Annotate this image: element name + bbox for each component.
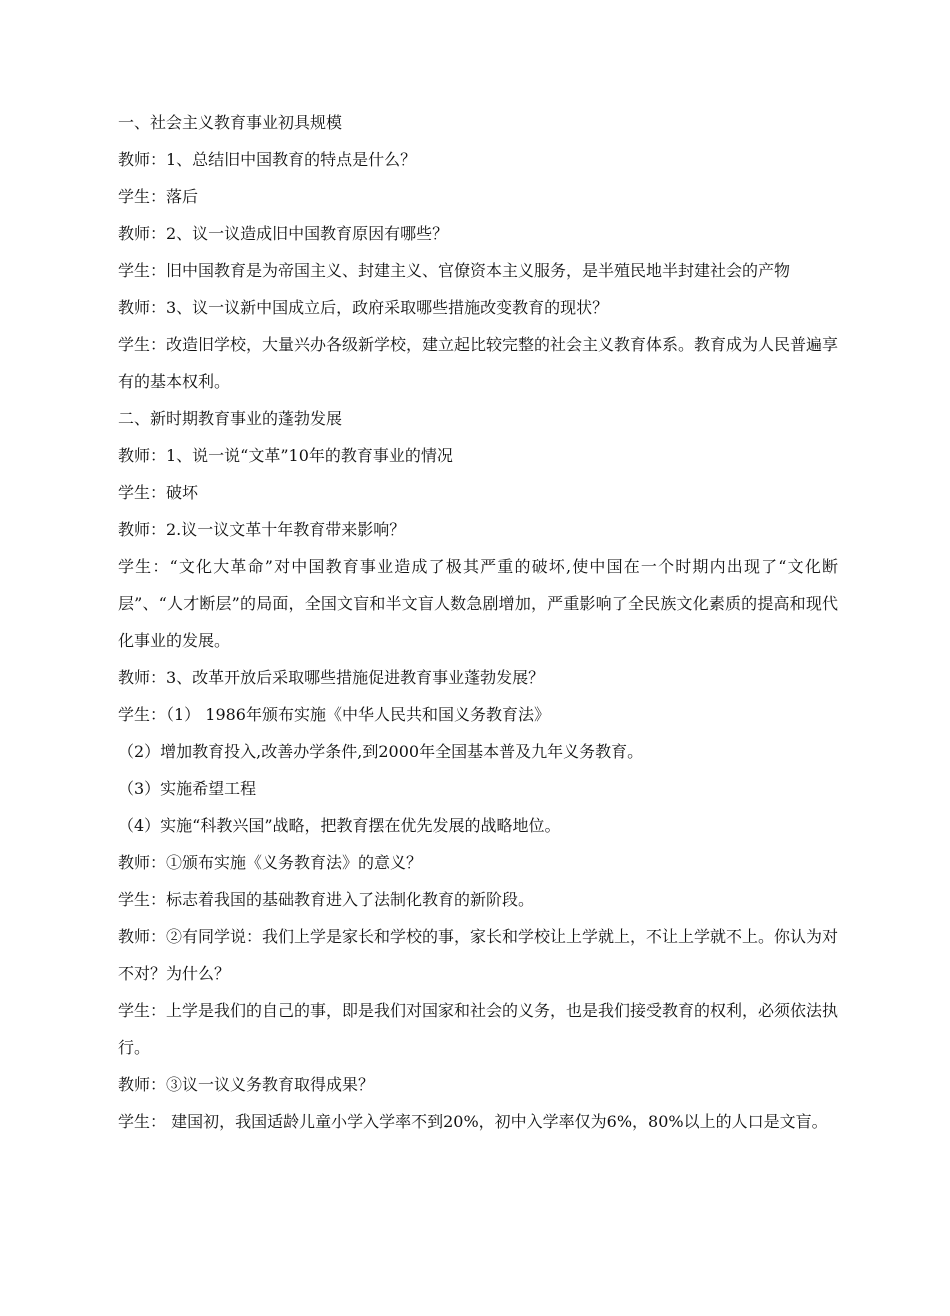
teacher-question: 教师：1、总结旧中国教育的特点是什么？ [118, 150, 417, 169]
list-item: （4）实施“科教兴国”战略，把教育摆在优先发展的战略地位。 [118, 816, 561, 835]
section-heading: 一、社会主义教育事业初具规模 [118, 113, 343, 132]
teacher-question: 教师：3、改革开放后采取哪些措施促进教育事业蓬勃发展？ [118, 668, 545, 687]
section-heading: 二、新时期教育事业的蓬勃发展 [118, 409, 343, 428]
student-answer: 学生： 建国初，我国适龄儿童小学入学率不到20%，初中入学率仅为6%，80%以上的人口是文盲。 [118, 1112, 828, 1131]
list-item: （2）增加教育投入,改善办学条件,到2000年全国基本普及九年义务教育。 [118, 742, 644, 761]
teacher-question: 教师：2、议一议造成旧中国教育原因有哪些？ [118, 224, 449, 243]
student-answer: 学生：标志着我国的基础教育进入了法制化教育的新阶段。 [118, 890, 535, 909]
student-answer: 学生：破坏 [118, 483, 199, 502]
student-answer: 学生：（1） 1986年颁布实施《中华人民共和国义务教育法》 [118, 705, 550, 724]
student-answer: 学生：“文化大革命”对中国教育事业造成了极其严重的破坏,使中国在一个时期内出现了“文化断层”、“人才断层”的局面，全国文盲和半文盲人数急剧增加，严重影响了全民族文化素质的提高和现代化事业的发展。 [118, 557, 838, 650]
student-answer: 学生：上学是我们的自己的事，即是我们对国家和社会的义务，也是我们接受教育的权利，必须依法执行。 [118, 1001, 839, 1057]
teacher-question: 教师：3、议一议新中国成立后，政府采取哪些措施改变教育的现状？ [118, 298, 609, 317]
student-answer: 学生：改造旧学校，大量兴办各级新学校，建立起比较完整的社会主义教育体系。教育成为人民普遍享有的基本权利。 [118, 335, 839, 391]
teacher-question: 教师：②有同学说：我们上学是家长和学校的事，家长和学校让上学就上，不让上学就不上。你认为对不对？为什么？ [118, 927, 839, 983]
list-item: （3）实施希望工程 [118, 779, 257, 798]
document-body [118, 104, 838, 1140]
teacher-question: 教师：1、说一说“文革”10年的教育事业的情况 [118, 446, 453, 465]
teacher-question: 教师：①颁布实施《义务教育法》的意义？ [118, 853, 423, 872]
student-answer: 学生：旧中国教育是为帝国主义、封建主义、官僚资本主义服务，是半殖民地半封建社会的产物 [118, 261, 791, 280]
student-answer: 学生：落后 [118, 187, 199, 206]
teacher-question: 教师：③议一议义务教育取得成果？ [118, 1075, 375, 1094]
teacher-question: 教师：2.议一议文革十年教育带来影响？ [118, 520, 406, 539]
